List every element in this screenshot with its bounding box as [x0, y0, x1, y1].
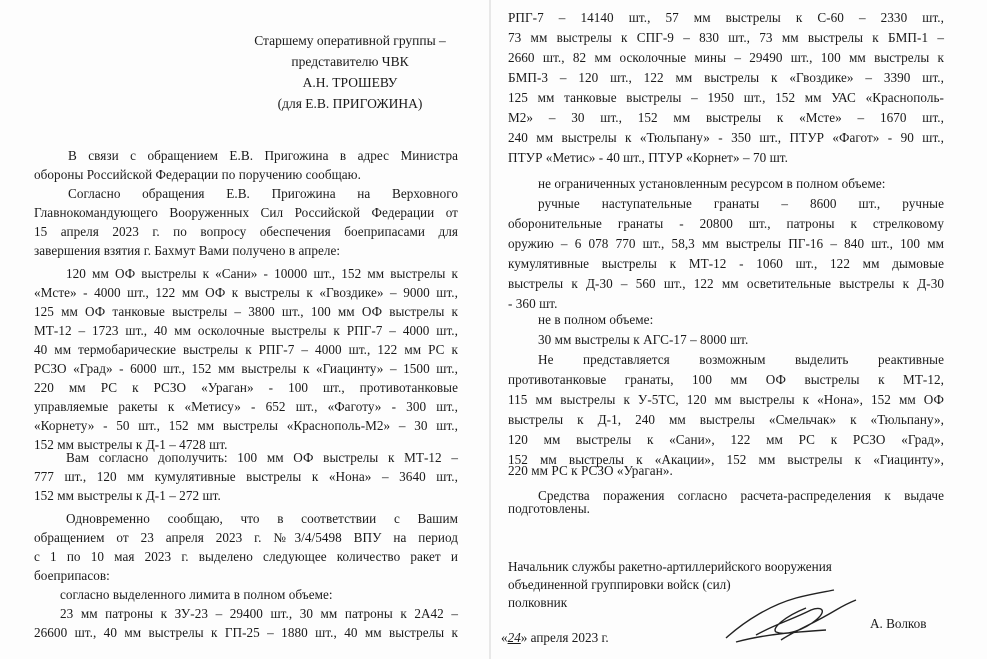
left-text-line: Главнокомандующего Вооруженных Сил Российской Федерации от — [34, 205, 458, 220]
left-text-line: 40 мм термобарические выстрелы к РПГ-7 – 4000 шт., 122 мм РС к — [34, 342, 458, 357]
right-text-line: 152 мм выстрелы к «Акации», 152 мм выстрелы к «Гиацинту», — [508, 452, 944, 467]
left-text-line: завершения взятия г. Бахмут Вами получено в апреле: — [34, 243, 341, 258]
left-text-line: Одновременно сообщаю, что в соответствии с Вашим — [66, 511, 458, 526]
right-text-line: оборонительные гранаты - 20800 шт., патроны к стрелковому — [508, 216, 944, 231]
left-text-line: В связи с обращением Е.В. Пригожина в адрес Министра — [68, 148, 458, 163]
right-text-line: 125 мм танковые выстрелы – 1950 шт., 152 мм УАС «Краснополь- — [508, 90, 944, 105]
left-text-line: 220 мм РС к РСЗО «Ураган» - 100 шт., противотанковые — [34, 380, 458, 395]
addressee-line-2: представителю ЧВК — [291, 54, 409, 69]
left-text-line: 23 мм патроны к ЗУ-23 – 29400 шт., 30 мм патроны к 2А42 – — [60, 606, 458, 621]
right-text-line: - 360 шт. — [508, 296, 558, 311]
signer-name: А. Волков — [870, 616, 927, 631]
right-text-line: ПТУР «Метис» - 40 шт., ПТУР «Корнет» – 70 шт. — [508, 150, 788, 165]
right-text-line: ручные наступательные гранаты – 8600 шт., ручные — [538, 196, 944, 211]
left-text-line: 152 мм выстрелы к Д-1 – 272 шт. — [34, 488, 221, 503]
right-text-line: выстрелы к Д-1, 240 мм выстрелы «Смельчак» к «Тюльпану», — [508, 412, 944, 427]
right-text-line: М2» – 30 шт., 152 мм выстрелы к «Мсте» – 1670 шт., — [508, 110, 944, 125]
right-text-line: БМП-3 – 120 шт., 122 мм выстрелы к «Гвоздике» – 3390 шт., — [508, 70, 944, 85]
left-page — [0, 0, 490, 659]
date-prefix: « — [501, 630, 508, 645]
left-text-line: с 1 по 10 мая 2023 г. выделено следующее количество ракет и — [34, 549, 458, 564]
left-text-line: обращением от 23 апреля 2023 г. №3/4/5498 ВПУ на период — [34, 530, 458, 545]
left-text-line: 777 шт., 120 мм кумулятивные выстрелы к «Нона» – 3640 шт., — [34, 469, 458, 484]
right-text-line: Средства поражения согласно расчета-распределения к выдаче — [538, 488, 944, 503]
left-text-line: 152 мм выстрелы к Д-1 – 4728 шт. — [34, 437, 228, 452]
right-text-line: 115 мм выстрелы к У-5ТС, 120 мм выстрелы к «Нона», 152 мм ОФ — [508, 392, 944, 407]
left-text-line: Вам согласно дополучить: 100 мм ОФ выстрелы к МТ-12 – — [66, 450, 458, 465]
right-text-line: оружию – 6 078 770 шт., 58,3 мм выстрелы ПГ-16 – 840 шт., 100 мм — [508, 236, 944, 251]
right-text-line: не в полном объеме: — [538, 312, 654, 327]
left-text-line: РСЗО «Град» - 6000 шт., 152 мм выстрелы к «Гиацинту» – 1500 шт., — [34, 361, 458, 376]
right-text-line: кумулятивные выстрелы к МТ-12 - 1060 шт., 122 мм дымовые — [508, 256, 944, 271]
right-text-line: 220 мм РС к РСЗО «Ураган». — [508, 463, 673, 478]
signatory-line-3: полковник — [508, 595, 568, 610]
addressee-line-3: А.Н. ТРОШЕВУ — [302, 75, 398, 90]
date-suffix: » апреля 2023 г. — [520, 630, 609, 645]
right-text-line: Не представляется возможным выделить реактивные — [538, 352, 944, 367]
left-text-line: 26600 шт., 40 мм выстрелы к ГП-25 – 1880 шт., 40 мм выстрелы к — [34, 625, 458, 640]
right-text-line: 2660 шт., 82 мм осколочные мины – 29490 шт., 100 мм выстрелы к — [508, 50, 944, 65]
signatory-line-2: объединенной группировки войск (сил) — [508, 577, 731, 592]
right-text-line: 240 мм выстрелы к «Тюльпану» - 350 шт., ПТУР «Фагот» - 90 шт., — [508, 130, 944, 145]
left-text-line: управляемые ракеты к «Метису» - 652 шт., «Фаготу» - 300 шт., — [34, 399, 458, 414]
signature-mark — [716, 580, 866, 650]
left-text-line: МТ-12 – 1723 шт., 40 мм осколочные выстрелы к РПГ-7 – 4000 шт., — [34, 323, 458, 338]
left-text-line: 15 апреля 2023 г. по вопросу обеспечения боеприпасами для — [34, 224, 458, 239]
signatory-line-1: Начальник службы ракетно-артиллерийского вооружения — [508, 559, 832, 574]
right-text-line: подготовлены. — [508, 501, 591, 516]
left-text-line: Согласно обращения Е.В. Пригожина на Верховного — [68, 186, 458, 201]
right-text-line: не ограниченных установленным ресурсом в полном объеме: — [538, 176, 886, 191]
left-text-line: 125 мм ОФ танковые выстрелы – 3800 шт., 100 мм ОФ выстрелы к — [34, 304, 458, 319]
right-page — [491, 0, 987, 659]
left-text-line: обороны Российской Федерации по поручению сообщаю. — [34, 167, 361, 182]
addressee-line-4: (для Е.В. ПРИГОЖИНА) — [277, 96, 423, 111]
right-text-line: противотанковые гранаты, 100 мм ОФ выстрелы к МТ-12, — [508, 372, 944, 387]
addressee-line-1: Старшему оперативной группы – — [254, 33, 446, 48]
left-text-line: «Корнету» - 50 шт., 152 мм выстрелы «Краснополь-М2» – 30 шт., — [34, 418, 458, 433]
signature-date — [501, 628, 609, 647]
right-text-line: 30 мм выстрелы к АГС-17 – 8000 шт. — [538, 332, 749, 347]
right-text-line: выстрелы к Д-30 – 560 шт., 122 мм осветительные выстрелы к Д-30 — [508, 276, 944, 291]
right-text-line: 73 мм выстрелы к СПГ-9 – 830 шт., 73 мм выстрелы к БМП-1 – — [508, 30, 944, 45]
left-text-line: боеприпасов: — [34, 568, 110, 583]
right-text-line: 120 мм выстрелы к «Сани», 122 мм РС к РСЗО «Град», — [508, 432, 944, 447]
date-day: 24 — [507, 630, 521, 645]
left-text-line: 120 мм ОФ выстрелы к «Сани» - 10000 шт., 152 мм выстрелы к — [66, 266, 458, 281]
left-text-line: «Мсте» - 4000 шт., 122 мм ОФ к выстрелы к «Гвоздике» – 9000 шт., — [34, 285, 458, 300]
right-text-line: РПГ-7 – 14140 шт., 57 мм выстрелы к С-60 – 2330 шт., — [508, 10, 944, 25]
left-text-line: согласно выделенного лимита в полном объеме: — [60, 587, 333, 602]
